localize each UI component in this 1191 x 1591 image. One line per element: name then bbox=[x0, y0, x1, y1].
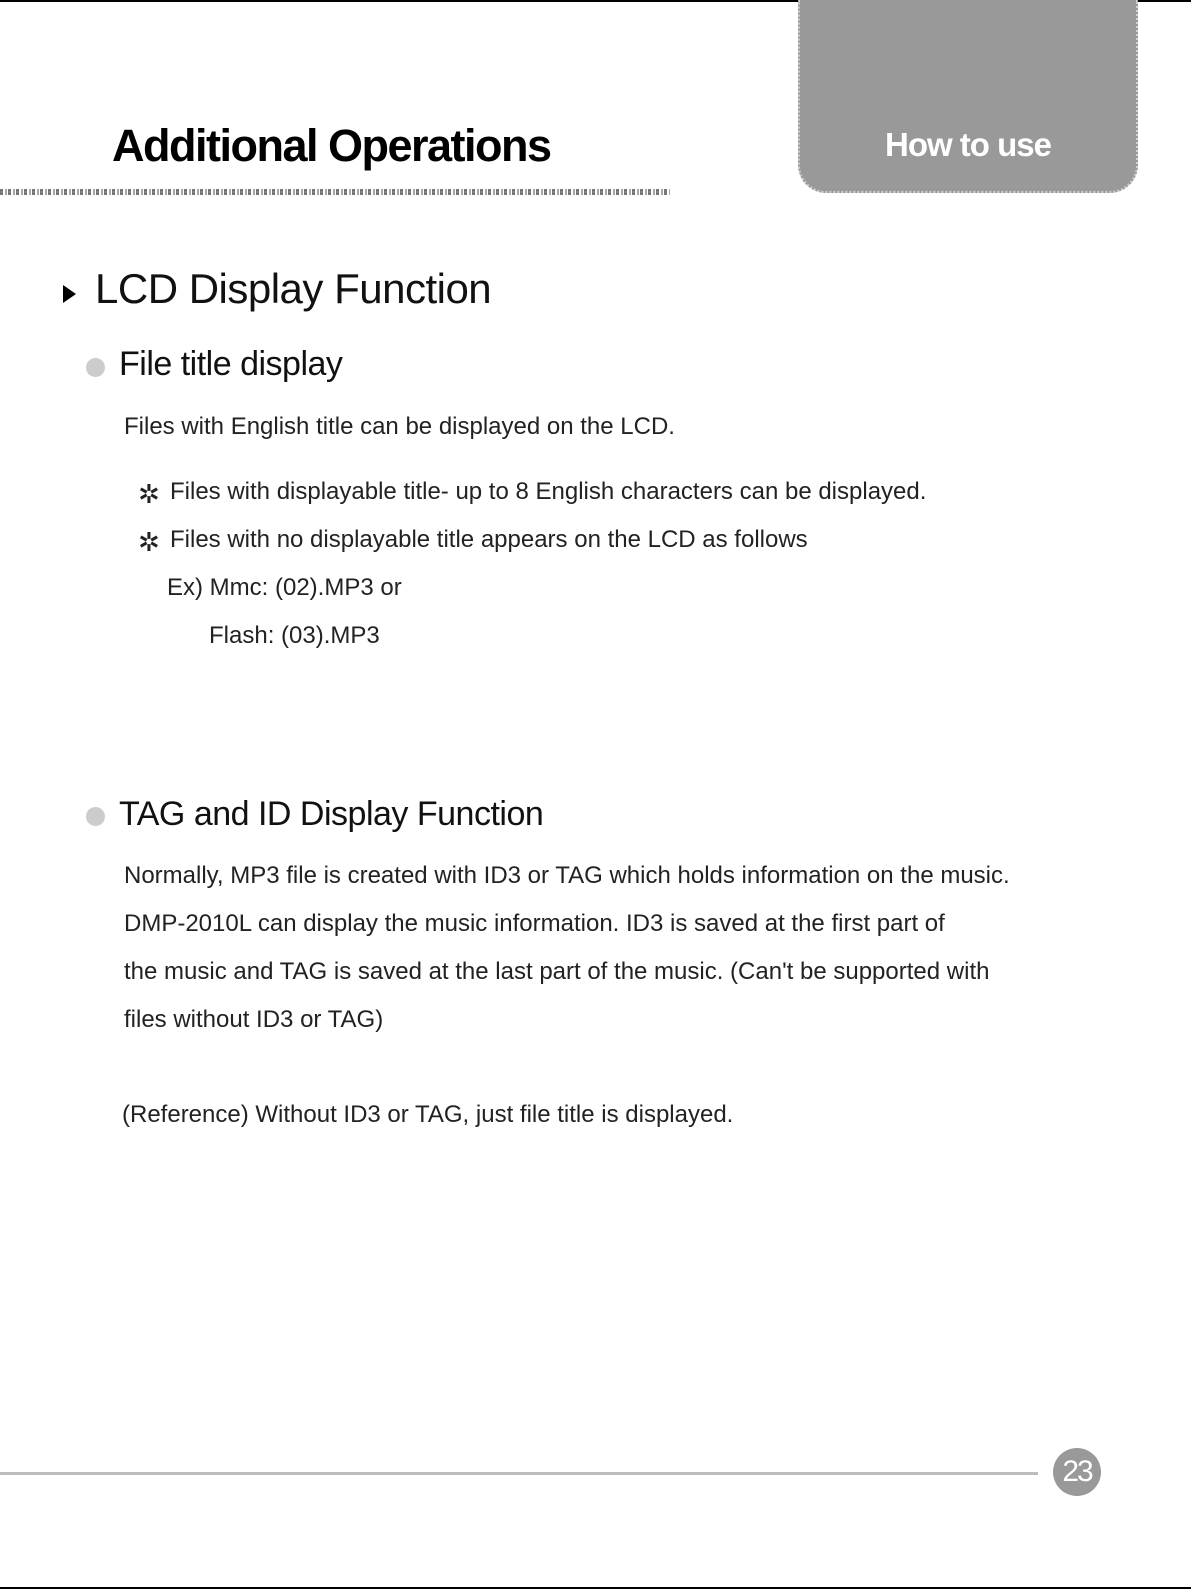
header-divider bbox=[0, 189, 670, 195]
section-heading: LCD Display Function bbox=[95, 265, 492, 312]
subheading-file-title: File title display bbox=[119, 345, 343, 383]
example-line: Flash: (03).MP3 bbox=[209, 622, 380, 649]
note-item: Files with no displayable title appears on the LCD as follows bbox=[170, 526, 808, 553]
section-tab bbox=[798, 0, 1138, 193]
file-title-intro: Files with English title can be displayed on the LCD. bbox=[124, 413, 675, 440]
asterisk-bullet-icon: ✲ bbox=[138, 479, 160, 509]
page-number: 23 bbox=[1053, 1448, 1101, 1496]
page-bottom-border bbox=[0, 1587, 1191, 1589]
section-tab-label: How to use bbox=[884, 126, 1051, 163]
note-item: Files with displayable title- up to 8 English characters can be displayed. bbox=[170, 478, 927, 505]
tag-id-paragraph-line: Normally, MP3 file is created with ID3 or TAG which holds information on the music. bbox=[124, 862, 1010, 889]
circle-bullet-icon bbox=[86, 807, 105, 826]
page-title: Additional Operations bbox=[112, 120, 551, 171]
triangle-bullet-icon bbox=[63, 285, 76, 303]
tag-id-paragraph-line: DMP-2010L can display the music information. ID3 is saved at the first part of bbox=[124, 910, 945, 937]
reference-note: (Reference) Without ID3 or TAG, just file title is displayed. bbox=[122, 1101, 734, 1128]
subheading-tag-id: TAG and ID Display Function bbox=[119, 795, 544, 833]
tag-id-paragraph-line: files without ID3 or TAG) bbox=[124, 1006, 384, 1033]
footer-divider bbox=[0, 1472, 1038, 1475]
tag-id-paragraph-line: the music and TAG is saved at the last part of the music. (Can't be supported with bbox=[124, 958, 990, 985]
example-line: Ex) Mmc: (02).MP3 or bbox=[167, 574, 402, 601]
circle-bullet-icon bbox=[86, 358, 105, 377]
asterisk-bullet-icon: ✲ bbox=[138, 527, 160, 557]
